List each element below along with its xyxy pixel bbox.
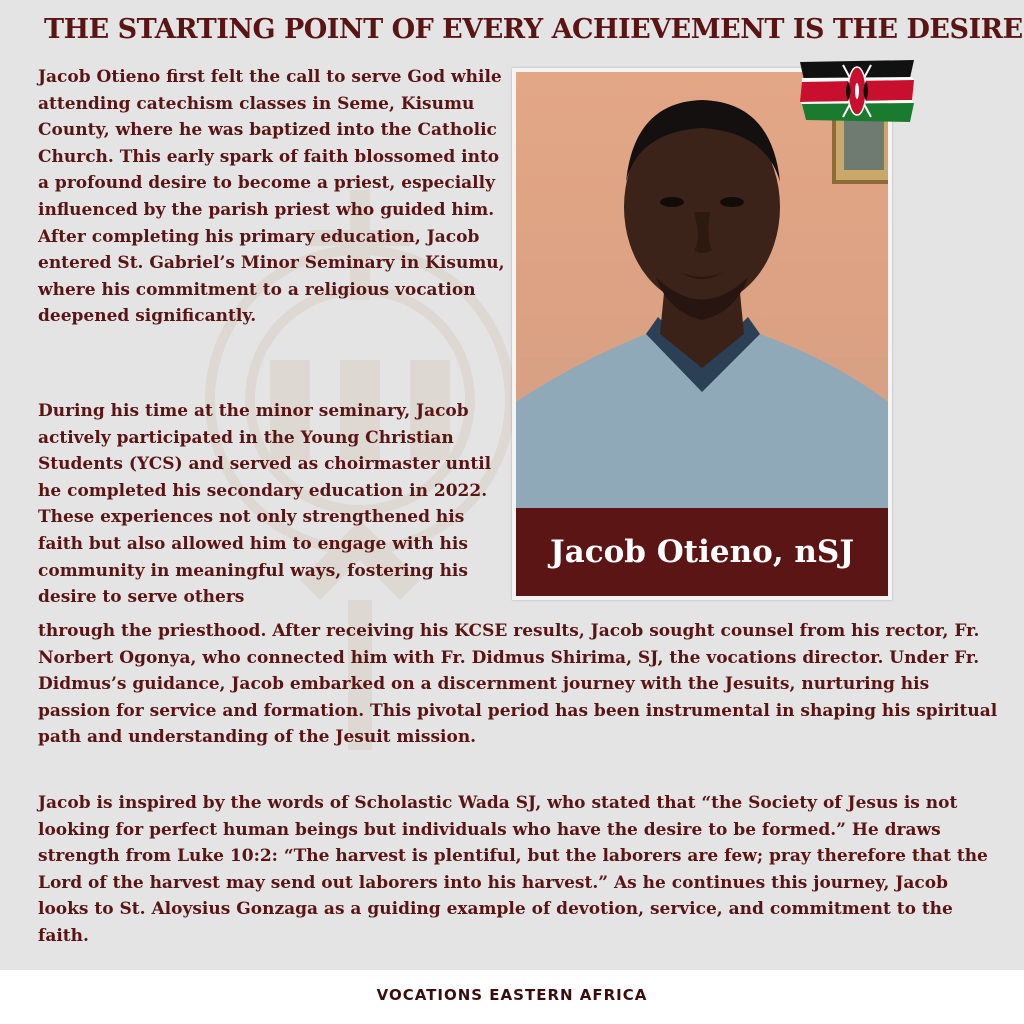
kenya-flag-icon <box>798 58 916 124</box>
paragraph-inspiration: Jacob is inspired by the words of Scholastic Wada SJ, who stated that “the Society of Jesus is not looking for perfect human beings but individuals who have the desire to be formed.” He draws strength from Luke 10:2: “The harvest is plentiful, but the laborers are few; pray therefore that the Lord of the harvest may send out laborers into his harvest.” As he continues this journey, Jacob looks to St. Aloysius Gonzaga as a guiding example of devotion, service, and commitment to the faith. <box>38 793 988 946</box>
footer-brand: VOCATIONS EASTERN AFRICA <box>376 986 648 1004</box>
paragraph-discernment: through the priesthood. After receiving his KCSE results, Jacob sought counsel from his rector, Fr. Norbert Ogonya, who connected him with Fr. Didmus Shirima, SJ, the vocations director. Under Fr. Didmus’s guidance, Jacob embarked on a discernment journey with the Jesuits, nurturing his passion for service and formation. This pivotal period has been instrumental in shaping his spiritual path and understanding of the Jesuit mission. <box>38 621 998 748</box>
paragraph-seminary: During his time at the minor seminary, Jacob actively participated in the Young Christian Students (YCS) and served as choirmaster until he completed his secondary education in 2022. These experiences not only strengthened his faith but also allowed him to engage with his community in meaningful ways, fostering his desire to serve others <box>38 401 492 608</box>
profile-card <box>512 68 892 600</box>
profile-name: Jacob Otieno, nSJ <box>550 534 854 570</box>
paragraph-intro: Jacob Otieno first felt the call to serve God while attending catechism classes in Seme, Kisumu County, where he was baptized into the Catholic Church. This early spark of faith blossomed into a profound desire to become a priest, especially influenced by the parish priest who guided him. After completing his primary education, Jacob entered St. Gabriel’s Minor Seminary in Kisumu, where his commitment to a religious vocation deepened significantly. <box>38 67 505 327</box>
portrait-illustration <box>516 72 888 508</box>
name-plate <box>516 508 888 596</box>
profile-photo <box>516 72 888 508</box>
footer <box>0 970 1024 1024</box>
page-title: THE STARTING POINT OF EVERY ACHIEVEMENT IS THE DESIRE <box>44 14 1023 45</box>
